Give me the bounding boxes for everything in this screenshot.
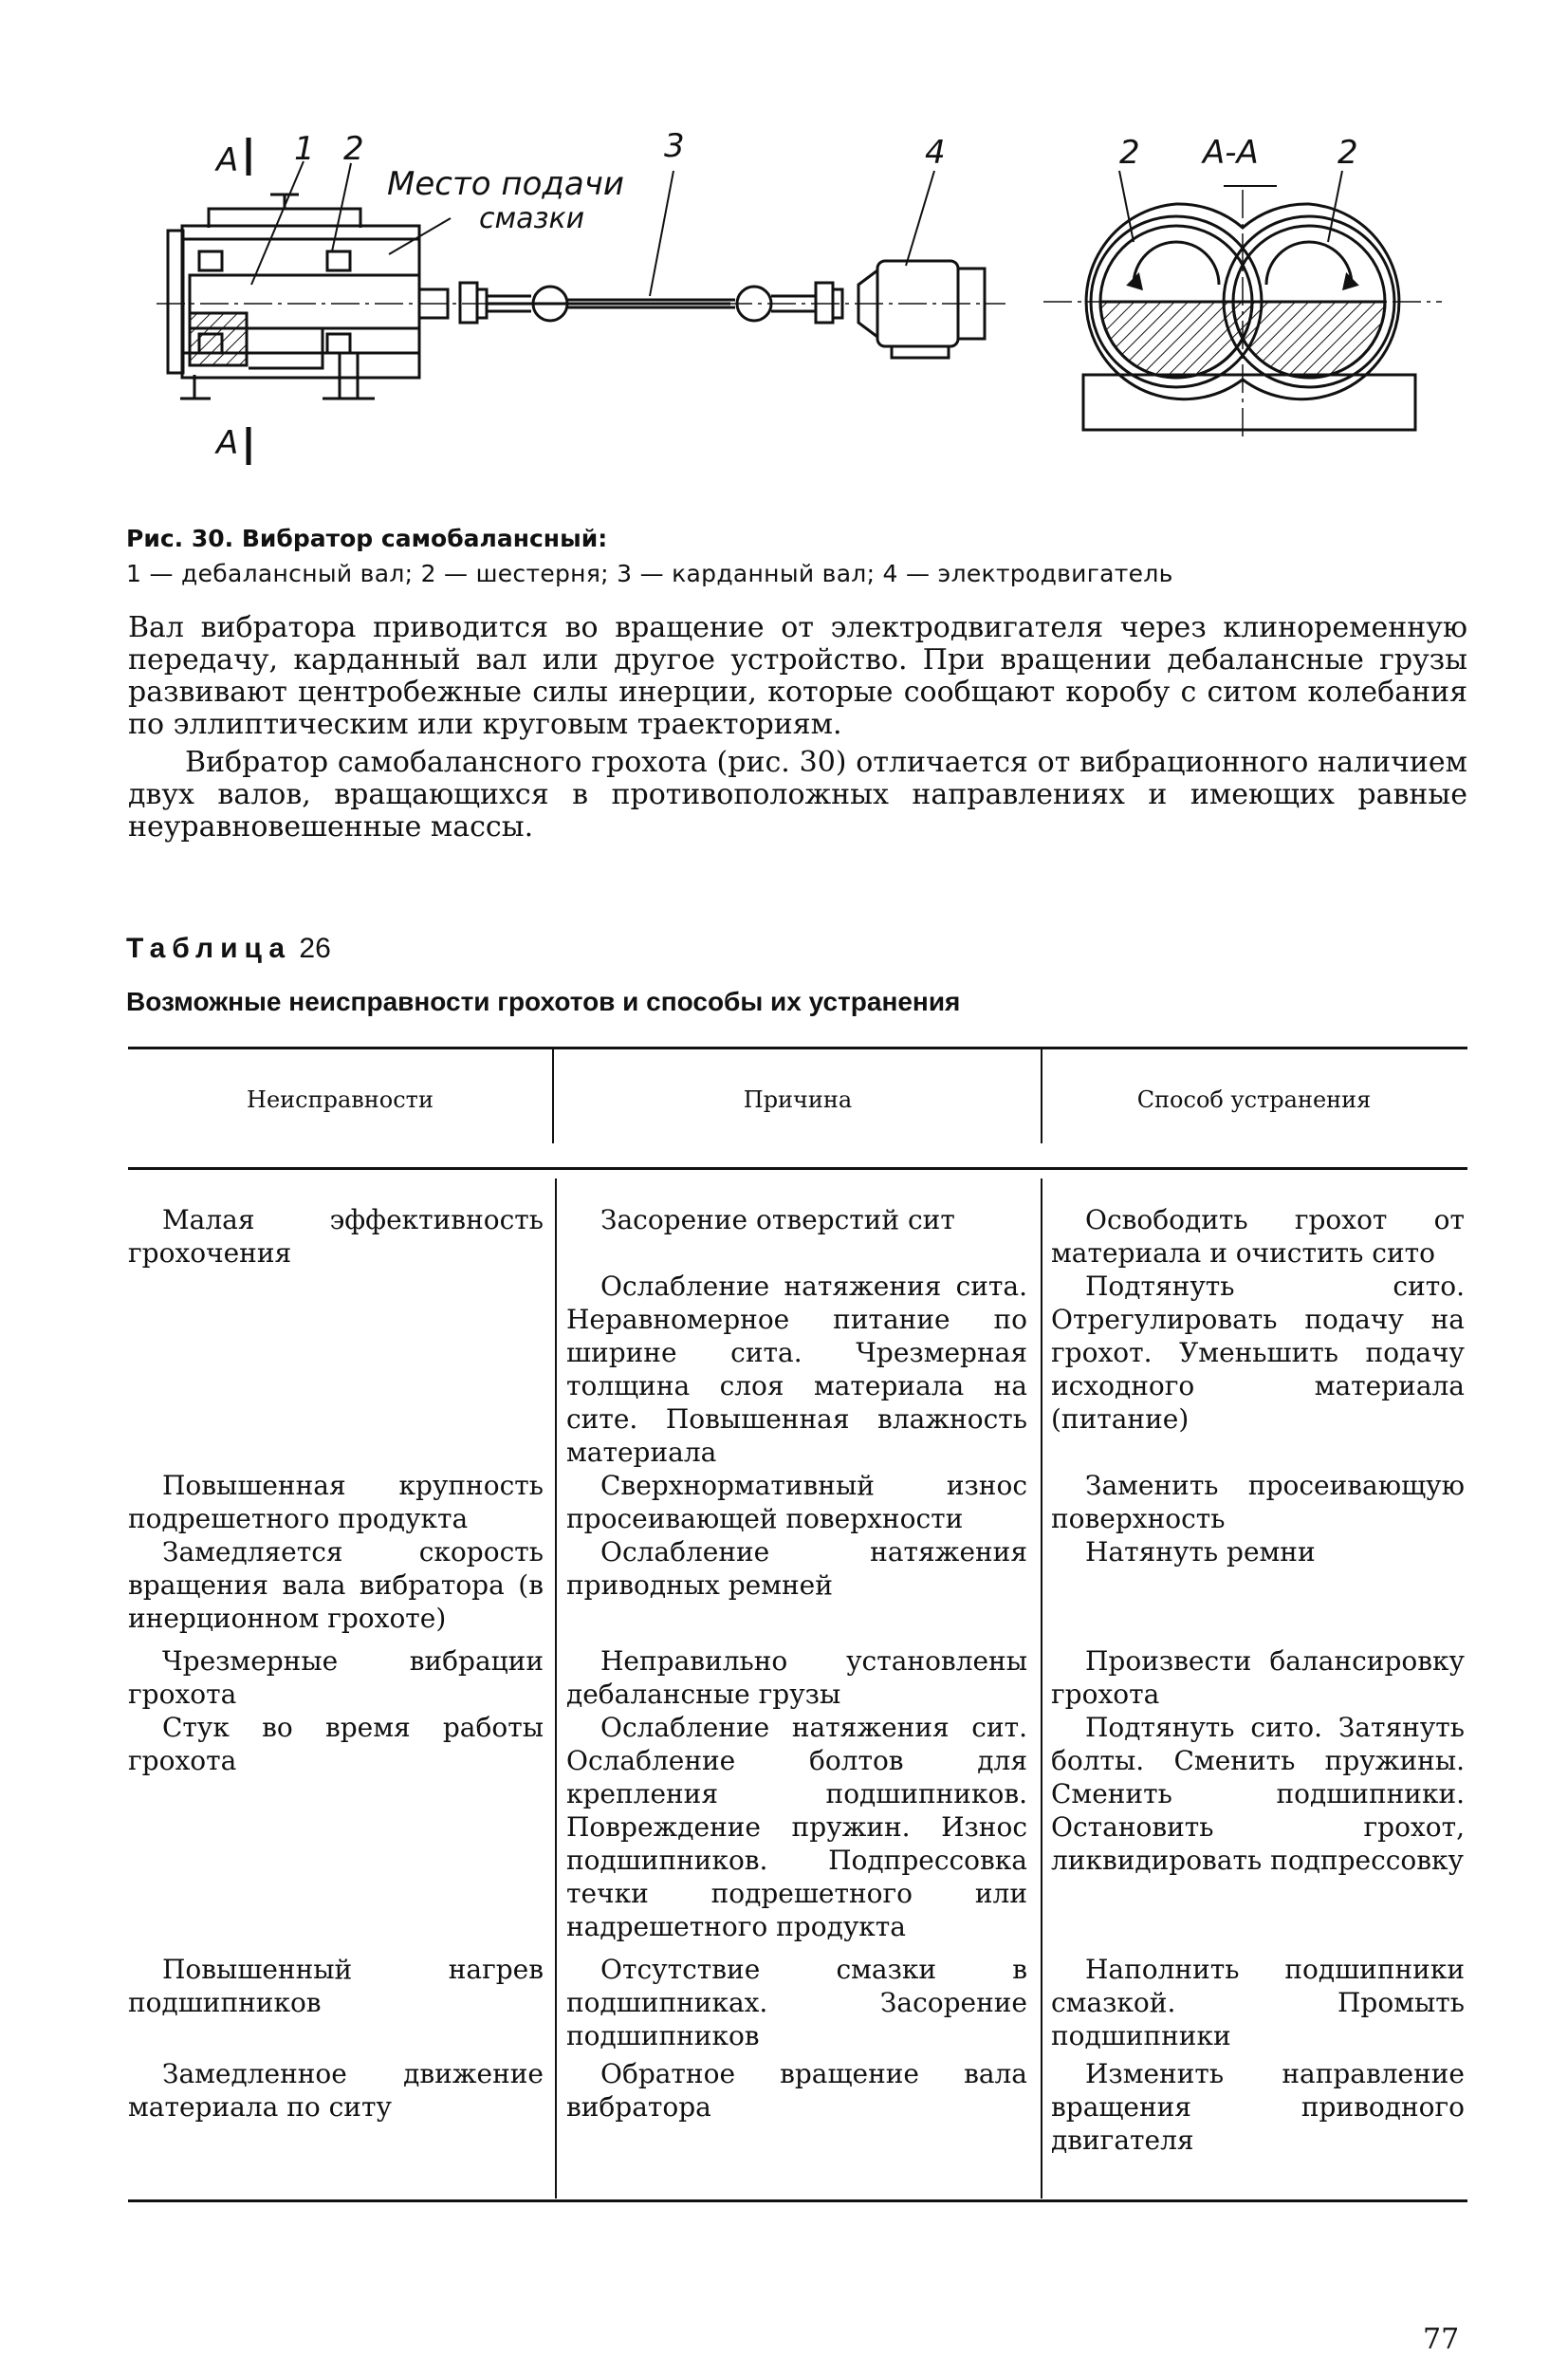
table-cell-remedy: Наполнить подшипники смазкой. Промыть подшипники [1051, 1954, 1465, 2051]
table-body-divider-1 [555, 1178, 557, 2199]
table-cell-remedy: Подтянуть сито. Затянуть болты. Сменить пружины. Сменить подшипники. Остановить грохот, ликвидировать подпрессовку [1051, 1712, 1465, 1876]
table-cell-fault: Стук во время работы грохота [128, 1712, 544, 1776]
label-lube-point-2: смазки [479, 202, 585, 235]
table-header-remedy: Способ устранения [1136, 1086, 1372, 1113]
table-cell-remedy: Освободить грохот от материала и очистить сито [1051, 1204, 1465, 1269]
table-rule-top [128, 1047, 1467, 1049]
table-rule-bottom [128, 2199, 1467, 2202]
table-number-value: 26 [299, 933, 331, 964]
table-cell-cause: Ослабление натяжения сита. Неравномерное питание по ширине сита. Чрезмерная толщина слоя материала на сите. Повышенная влажность материала [566, 1271, 1027, 1468]
table-cell-cause: Отсутствие смазки в подшипниках. Засорение подшипников [566, 1954, 1027, 2051]
table-number [126, 933, 331, 965]
table-cell-fault: Замедленное движение материала по ситу [128, 2058, 544, 2123]
table-cell-remedy: Натянуть ремни [1085, 1536, 1316, 1568]
page-number: 77 [1423, 2323, 1460, 2356]
figure-caption-title: Рис. 30. Вибратор самобалансный: [126, 525, 608, 552]
vibrator-figure [142, 123, 1470, 465]
table-cell-cause: Засорение отверстий сит [600, 1204, 955, 1235]
label-section-right-2: 2 [1337, 134, 1358, 172]
label-4: 4 [925, 134, 946, 172]
label-lube-point: Место подачи [387, 165, 624, 203]
label-section-a-bottom: А [216, 424, 239, 462]
table-rule-header [128, 1167, 1467, 1170]
label-2: 2 [343, 130, 364, 168]
table-body-divider-2 [1041, 1178, 1042, 2199]
body-paragraph-2: Вибратор самобалансного грохота (рис. 30) отличается от вибрационного наличием двух валов, вращающихся в противоположных направлениях и имеющих равные неуравновешенные массы. [128, 746, 1467, 844]
table-cell-remedy: Произвести балансировку грохота [1051, 1645, 1465, 1710]
table-cell-fault: Чрезмерные вибрации грохота [128, 1645, 544, 1710]
table-cell-fault: Повышенная крупность подрешетного продукта [128, 1470, 544, 1534]
label-3: 3 [664, 127, 685, 165]
body-paragraph-1: Вал вибратора приводится во вращение от электродвигателя через клиноременную передачу, карданный вал или другое устройство. При вращении дебалансные грузы развивают центробежные силы инерции, которые сообщают коробу с ситом колебания по эллиптическим или круговым траекториям. [128, 611, 1467, 741]
label-1: 1 [294, 130, 315, 168]
label-section-a-top: А [216, 141, 239, 179]
table-cell-fault: Замедляется скорость вращения вала вибратора (в инерционном грохоте) [128, 1536, 544, 1634]
table-label: Таблица [126, 933, 292, 964]
table-header-divider-1 [552, 1048, 554, 1143]
table-cell-fault: Повышенный нагрев подшипников [128, 1954, 544, 2018]
table-title: Возможные неисправности грохотов и способы их устранения [126, 987, 961, 1016]
table-header-cause: Причина [743, 1086, 853, 1113]
label-section-left-2: 2 [1119, 134, 1140, 172]
table-cell-fault: Малая эффективность грохочения [128, 1204, 544, 1269]
table-cell-remedy: Изменить направление вращения приводного двигателя [1051, 2058, 1465, 2156]
figure-caption-legend: 1 — дебалансный вал; 2 — шестерня; 3 — карданный вал; 4 — электродвигатель [126, 560, 1173, 587]
table-cell-cause: Ослабление натяжения сит. Ослабление болтов для крепления подшипников. Повреждение пружин. Износ подшипников. Подпрессовка течки подрешетного или надрешетного продукта [566, 1712, 1027, 1942]
table-cell-remedy: Подтянуть сито. Отрегулировать подачу на грохот. Уменьшить подачу исходного материала (питание) [1051, 1271, 1465, 1435]
table-cell-cause: Сверхнормативный износ просеивающей поверхности [566, 1470, 1027, 1534]
label-section-title: А-А [1203, 134, 1259, 172]
table-cell-cause: Неправильно установлены дебалансные грузы [566, 1645, 1027, 1710]
table-cell-cause: Обратное вращение вала вибратора [566, 2058, 1027, 2123]
table-cell-cause: Ослабление натяжения приводных ремней [566, 1536, 1027, 1601]
table-header-fault: Неисправности [247, 1086, 434, 1113]
table-cell-remedy: Заменить просеивающую поверхность [1051, 1470, 1465, 1534]
